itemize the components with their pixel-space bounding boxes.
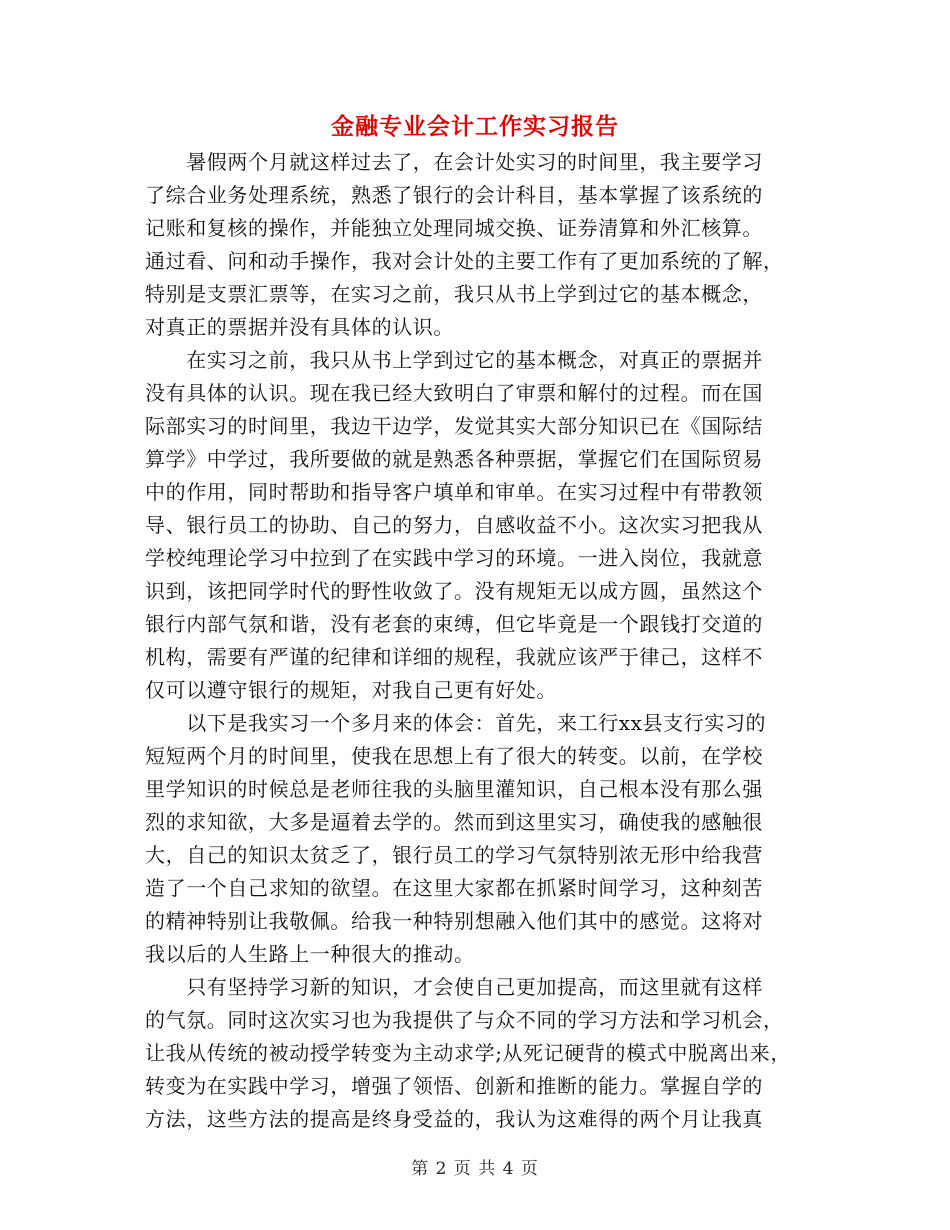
text-line: 暑假两个月就这样过去了，在会计处实习的时间里，我主要学习 — [145, 150, 763, 174]
document-body — [145, 146, 820, 1136]
text-line: 记账和复核的操作，并能独立处理同城交换、证券清算和外汇核算。 — [145, 216, 763, 240]
text-line: 短短两个月的时间里，使我在思想上有了很大的转变。以前，在学校 — [145, 744, 763, 768]
text-line: 中的作用，同时帮助和指导客户填单和审单。在实习过程中有带教领 — [145, 480, 763, 504]
text-line: 仅可以遵守银行的规矩，对我自己更有好处。 — [145, 678, 557, 702]
text-line: 了综合业务处理系统，熟悉了银行的会计科目，基本掌握了该系统的 — [145, 183, 763, 207]
document-title: 金融专业会计工作实习报告 — [331, 113, 619, 140]
text-line: 造了一个自己求知的欲望。在这里大家都在抓紧时间学习，这种刻苦 — [145, 876, 763, 900]
text-line: 识到，该把同学时代的野性收敛了。没有规矩无以成方圆，虽然这个 — [145, 579, 763, 603]
text-line: 际部实习的时间里，我边干边学，发觉其实大部分知识已在《国际结 — [145, 414, 763, 438]
text-line: 银行内部气氛和谐，没有老套的束缚，但它毕竟是一个跟钱打交道的 — [145, 612, 763, 636]
text-line: 对真正的票据并没有具体的认识。 — [145, 315, 454, 339]
text-line: 烈的求知欲，大多是逼着去学的。然而到这里实习，确使我的感触很 — [145, 810, 763, 834]
text-line: 机构，需要有严谨的纪律和详细的规程，我就应该严于律己，这样不 — [145, 645, 763, 669]
text-line: 没有具体的认识。现在我已经大致明白了审票和解付的过程。而在国 — [145, 381, 763, 405]
text-line: 通过看、问和动手操作，我对会计处的主要工作有了更加系统的了解， — [145, 249, 784, 273]
text-line: 方法，这些方法的提高是终身受益的，我认为这难得的两个月让我真 — [145, 1107, 763, 1131]
text-line: 里学知识的时候总是老师往我的头脑里灌知识，自己根本没有那么强 — [145, 777, 763, 801]
text-line: 算学》中学过，我所要做的就是熟悉各种票据，掌握它们在国际贸易 — [145, 447, 763, 471]
text-line: 让我从传统的被动授学转变为主动求学;从死记硬背的模式中脱离出来， — [145, 1041, 791, 1065]
text-line: 的气氛。同时这次实习也为我提供了与众不同的学习方法和学习机会， — [145, 1008, 784, 1032]
page-number-footer: 第 2 页 共 4 页 — [411, 1159, 539, 1179]
text-line: 我以后的人生路上一种很大的推动。 — [145, 942, 475, 966]
text-line: 在实习之前，我只从书上学到过它的基本概念，对真正的票据并 — [145, 348, 763, 372]
text-line: 转变为在实践中学习，增强了领悟、创新和推断的能力。掌握自学的 — [145, 1074, 763, 1098]
text-line: 学校纯理论学习中拉到了在实践中学习的环境。一进入岗位，我就意 — [145, 546, 763, 570]
text-line: 以下是我实习一个多月来的体会：首先，来工行xx县支行实习的 — [145, 711, 767, 735]
text-line: 只有坚持学习新的知识，才会使自己更加提高，而这里就有这样 — [145, 975, 763, 999]
text-line: 特别是支票汇票等，在实习之前，我只从书上学到过它的基本概念， — [145, 282, 763, 306]
text-line: 的精神特别让我敬佩。给我一种特别想融入他们其中的感觉。这将对 — [145, 909, 763, 933]
text-line: 导、银行员工的协助、自己的努力，自感收益不小。这次实习把我从 — [145, 513, 763, 537]
text-line: 大，自己的知识太贫乏了，银行员工的学习气氛特别浓无形中给我营 — [145, 843, 763, 867]
